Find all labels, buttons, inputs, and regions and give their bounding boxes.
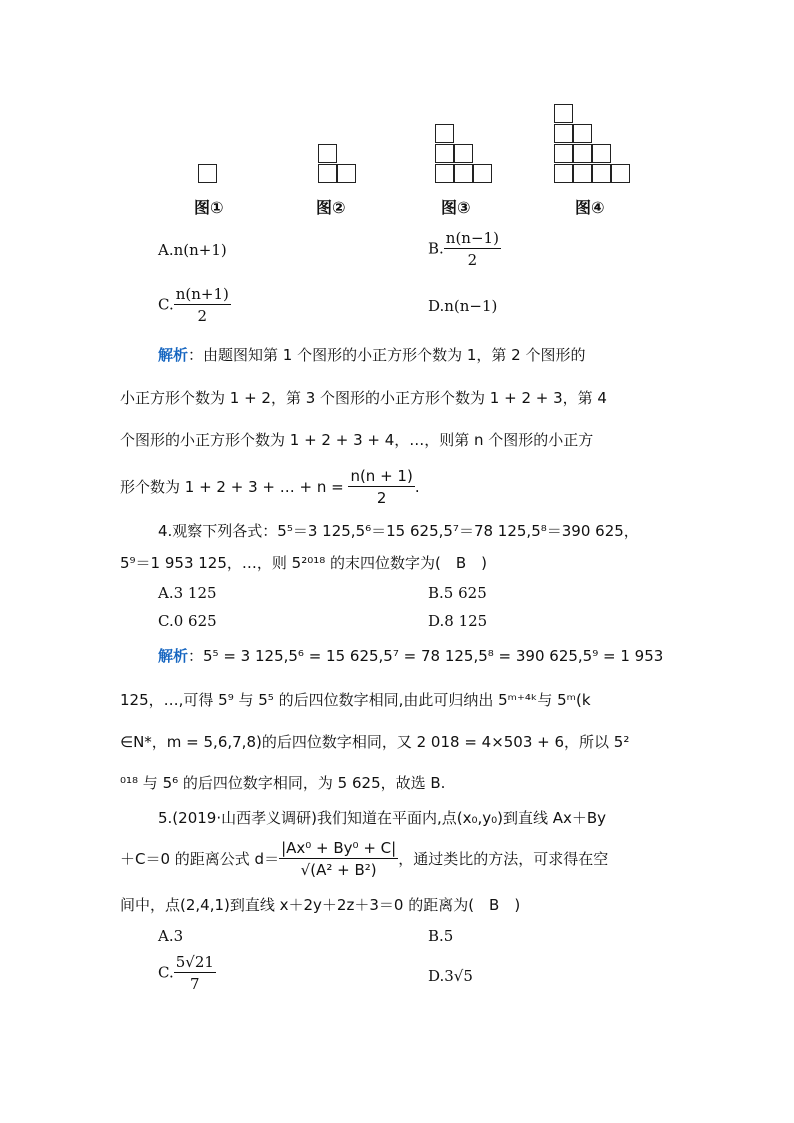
square	[592, 164, 611, 183]
square	[435, 124, 454, 143]
square	[473, 164, 492, 183]
denominator: 2	[197, 307, 208, 325]
q4-option-d: D.8 125	[428, 612, 488, 630]
analysis-text: ：5⁵ = 3 125,5⁶ = 15 625,5⁷ = 78 125,5⁸ = 390 625,5⁹ = 1 953	[188, 647, 664, 665]
q3-analysis-line-3: 个图形的小正方形个数为 1 + 2 + 3 + 4，…，则第 n 个图形的小正方	[120, 431, 594, 449]
q4-analysis-line-2: 125，…,可得 5⁹ 与 5⁵ 的后四位数字相同,由此可归纳出 5ᵐ⁺⁴ᵏ与 5ᵐ(k	[120, 691, 591, 709]
q5-option-c-prefix: C.	[158, 963, 174, 982]
square	[573, 124, 592, 143]
q4-stem-line-2: 5⁹＝1 953 125，…，则 5²⁰¹⁸ 的末四位数字为( B )	[120, 554, 488, 572]
square	[198, 164, 217, 183]
square	[554, 144, 573, 163]
q5-option-b: B.5	[428, 927, 454, 945]
q3-option-c-prefix: C.	[158, 295, 174, 314]
denominator: √(A² + B²)	[300, 861, 377, 879]
square	[573, 164, 592, 183]
fraction	[444, 228, 501, 271]
square	[554, 164, 573, 183]
square	[592, 144, 611, 163]
q5-option-c	[158, 952, 216, 995]
numerator: 5√21	[175, 953, 214, 971]
q4-analysis-line-1	[158, 646, 663, 666]
q5-option-a: A.3	[158, 927, 184, 945]
q5-stem-line-3: 间中，点(2,4,1)到直线 x＋2y＋2z＋3＝0 的距离为( B )	[120, 896, 521, 914]
square	[318, 164, 337, 183]
denominator: 2	[376, 489, 387, 507]
q3-option-b	[428, 228, 501, 271]
denominator: 7	[190, 975, 200, 993]
q4-option-a: A.3 125	[158, 584, 217, 602]
q3-option-c	[158, 284, 231, 327]
figure-label-3: 图③	[441, 198, 471, 217]
fraction	[279, 838, 398, 881]
q3-analysis-line-4	[120, 466, 420, 509]
numerator: n(n−1)	[445, 229, 499, 247]
numerator: n(n+1)	[175, 285, 229, 303]
fraction	[174, 284, 231, 327]
numerator: n(n + 1)	[350, 467, 413, 485]
q5-option-d: D.3√5	[428, 967, 473, 985]
q5-stem-line-1: 5.(2019·山西孝义调研)我们知道在平面内,点(x₀,y₀)到直线 Ax＋By	[158, 809, 607, 827]
figure-label-2: 图②	[316, 198, 346, 217]
q3-option-b-prefix: B.	[428, 239, 444, 258]
figure-row	[0, 0, 794, 230]
analysis-text-end: .	[414, 478, 420, 496]
q4-option-b: B.5 625	[428, 584, 487, 602]
square	[554, 124, 573, 143]
q4-option-c: C.0 625	[158, 612, 217, 630]
q5-stem-text-end: ，通过类比的方法，可求得在空	[398, 850, 609, 868]
analysis-text: 形个数为 1 + 2 + 3 + … + n =	[120, 478, 349, 496]
q5-stem-text: ＋C＝0 的距离公式 d＝	[120, 850, 280, 868]
fraction	[174, 952, 216, 995]
fraction	[348, 466, 414, 509]
q3-analysis-line-1	[158, 345, 586, 365]
figure-label-1: 图①	[194, 198, 224, 217]
square	[611, 164, 630, 183]
figure-label-4: 图④	[575, 198, 605, 217]
analysis-text: ：由题图知第 1 个图形的小正方形个数为 1，第 2 个图形的	[188, 346, 586, 364]
q4-analysis-line-4: ⁰¹⁸ 与 5⁶ 的后四位数字相同，为 5 625，故选 B.	[120, 774, 446, 792]
square	[435, 144, 454, 163]
square	[337, 164, 356, 183]
square	[435, 164, 454, 183]
numerator: |Ax⁰ + By⁰ + C|	[281, 839, 397, 857]
denominator: 2	[467, 251, 478, 269]
q3-analysis-line-2: 小正方形个数为 1 + 2，第 3 个图形的小正方形个数为 1 + 2 + 3，第 4	[120, 389, 607, 407]
q3-option-a: A.n(n+1)	[158, 241, 227, 259]
q4-analysis-line-3: ∈N*，m = 5,6,7,8)的后四位数字相同，又 2 018 = 4×503 + 6，所以 5²	[120, 733, 630, 751]
square	[454, 164, 473, 183]
q4-stem-line-1: 4.观察下列各式：5⁵＝3 125,5⁶＝15 625,5⁷＝78 125,5⁸＝390 625，	[158, 522, 639, 540]
square	[554, 104, 573, 123]
q5-stem-line-2	[120, 838, 608, 881]
square	[573, 144, 592, 163]
square	[318, 144, 337, 163]
square	[454, 144, 473, 163]
q3-option-d: D.n(n−1)	[428, 297, 498, 315]
analysis-label: 解析	[158, 647, 189, 665]
analysis-label: 解析	[158, 346, 189, 364]
